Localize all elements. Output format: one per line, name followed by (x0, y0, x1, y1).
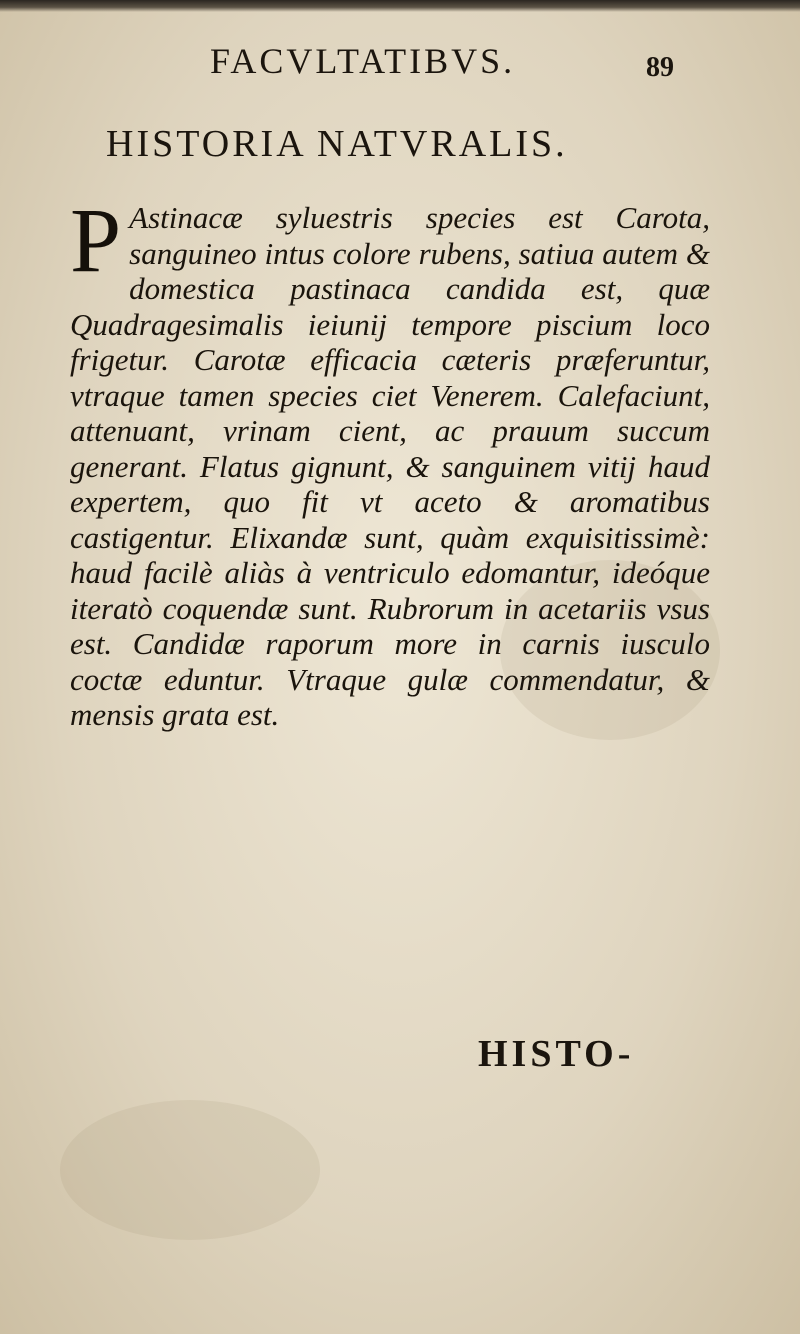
paper-stain (60, 1100, 320, 1240)
section-title: HISTORIA NATVRALIS. (106, 123, 568, 165)
catchword: HISTO- (478, 1033, 635, 1075)
paragraph-text: Astinacæ syluestris species est Carota, sanguineo intus colore rubens, satiua autem & domestica pastinaca candida est, quæ Quadragesimalis ieiunij tempore piscium loco frigetur. Carotæ efficacia cæteris præferuntur, vtraque tamen species ciet Venerem. Calefaciunt, attenuant, vrinam cient, ac prauum succum generant. Flatus gignunt, & sanguinem vitij haud expertem, quo fit vt aceto & aromatibus castigentur. Elixandæ sunt, quàm exquisitissimè: haud facilè aliàs à ventriculo edomantur, ideóque iteratò coquendæ sunt. Rubrorum in acetariis vsus est. Candidæ raporum more in carnis iusculo coctæ eduntur. Vtraque gulæ commendatur, & mensis grata est. (70, 200, 710, 732)
running-head: FACVLTATIBVS. (210, 41, 516, 81)
drop-cap: P (70, 189, 122, 291)
body-paragraph (70, 189, 710, 733)
page-number: 89 (646, 52, 674, 83)
page-top-edge (0, 0, 800, 12)
